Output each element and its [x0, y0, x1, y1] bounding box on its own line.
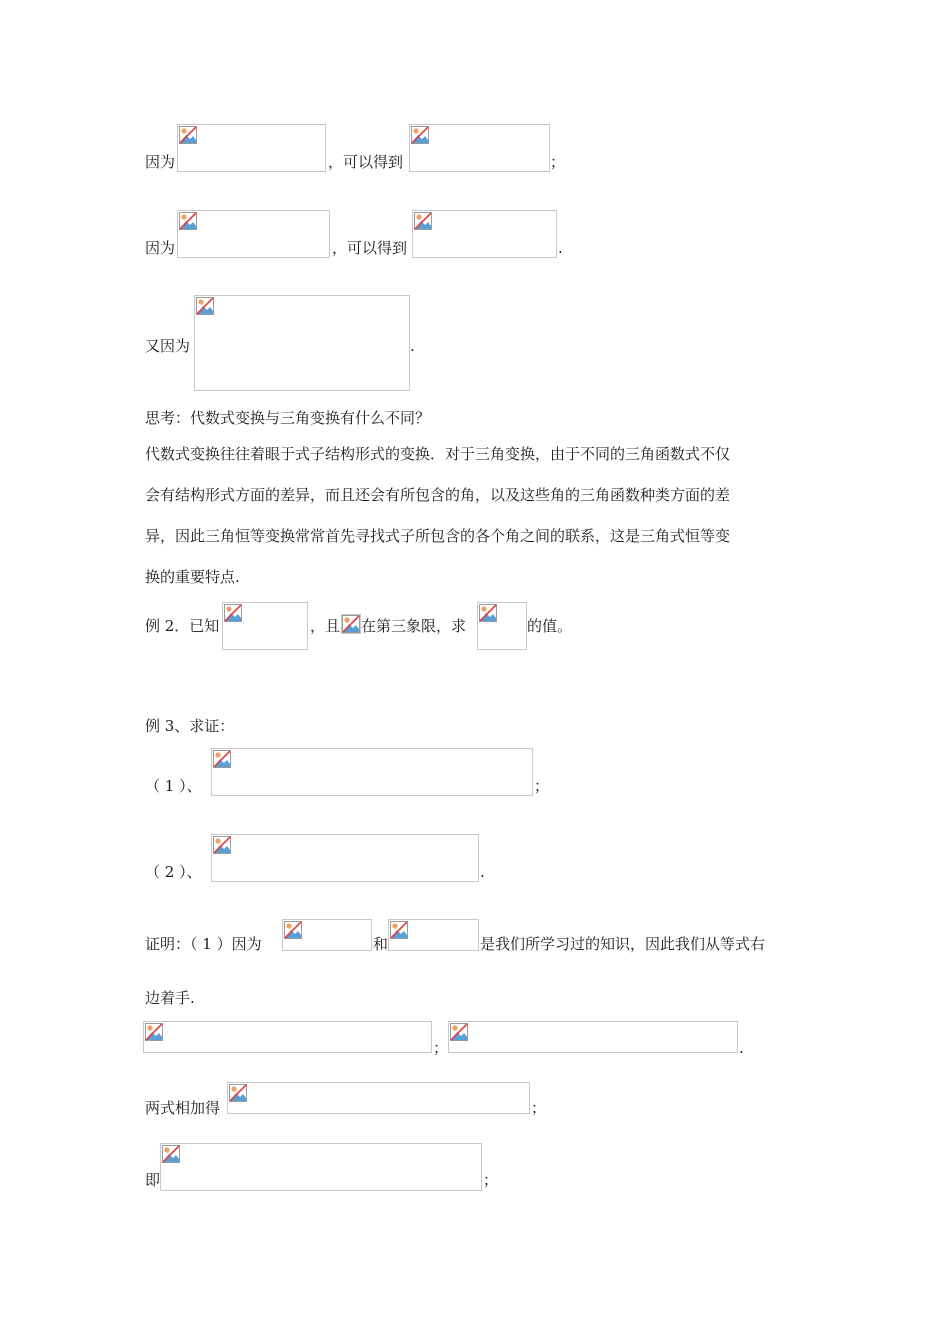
text-can-get: ，可以得到 — [328, 153, 404, 171]
broken-image-icon — [196, 297, 214, 315]
text-namely: 即 — [145, 1171, 161, 1189]
paragraph-line: 会有结构形式方面的差异，而且还会有所包含的角，以及这些角的三角函数种类方面的差 — [145, 486, 731, 504]
formula-image — [477, 602, 527, 650]
text-and: 和 — [373, 935, 389, 953]
broken-image-icon — [411, 126, 429, 144]
broken-image-icon — [342, 615, 360, 633]
text-semicolon: ； — [483, 1171, 499, 1189]
text-because: 因为 — [145, 153, 176, 171]
text-because: 因为 — [145, 239, 176, 257]
text-known: 是我们所学习过的知识，因此我们从等式右 — [480, 935, 766, 953]
formula-image — [194, 295, 410, 391]
broken-image-icon — [479, 604, 497, 622]
broken-image-icon — [390, 921, 408, 939]
formula-image — [388, 919, 479, 951]
text-semicolon: ； — [531, 1099, 547, 1117]
broken-image-icon — [284, 921, 302, 939]
text-period: . — [410, 337, 415, 355]
text-third-quadrant: 在第三象限，求 — [361, 617, 467, 635]
text-semicolon: ； — [433, 1039, 449, 1057]
formula-image — [177, 210, 330, 258]
paragraph-line: 换的重要特点. — [145, 568, 240, 586]
text-period: . — [558, 239, 563, 257]
paragraph-line: 代数式变换往往着眼于式子结构形式的变换．对于三角变换，由于不同的三角函数式不仅 — [145, 445, 731, 463]
formula-image — [282, 919, 372, 951]
text-can-get: ，可以得到 — [332, 239, 408, 257]
item-2-label: （ 2 ）、 — [145, 863, 202, 881]
formula-image — [211, 748, 533, 796]
text-semicolon: ； — [550, 153, 566, 171]
text-also-because: 又因为 — [145, 337, 191, 355]
broken-image-icon — [179, 126, 197, 144]
formula-image — [211, 834, 479, 882]
broken-image-icon — [179, 212, 197, 230]
text-start-right: 边着手. — [145, 989, 195, 1007]
think-answer — [145, 434, 810, 598]
formula-image — [412, 210, 557, 258]
broken-image-icon — [145, 1023, 163, 1041]
item-1-label: （ 1 ）、 — [145, 777, 202, 795]
paragraph-line: 异，因此三角恒等变换常常首先寻找式子所包含的各个角之间的联系，这是三角式恒等变 — [145, 527, 731, 545]
formula-image — [222, 602, 308, 650]
broken-image-icon — [229, 1084, 247, 1102]
broken-image-icon — [224, 604, 242, 622]
formula-image — [227, 1082, 530, 1114]
formula-image — [177, 124, 326, 172]
broken-image-icon — [162, 1145, 180, 1163]
formula-image — [160, 1143, 482, 1191]
think-question: 思考：代数式变换与三角变换有什么不同？ — [145, 409, 431, 427]
formula-image — [143, 1021, 432, 1053]
example-3-label: 例 3、求证： — [145, 717, 235, 735]
proof-label: 证明：（ 1 ）因为 — [145, 935, 262, 953]
text-sum: 两式相加得 — [145, 1099, 221, 1117]
formula-image-small — [341, 614, 361, 634]
formula-image — [409, 124, 550, 172]
broken-image-icon — [213, 836, 231, 854]
broken-image-icon — [414, 212, 432, 230]
text-period: . — [739, 1039, 744, 1057]
text-period: . — [480, 863, 485, 881]
text-semicolon: ； — [534, 777, 550, 795]
text-value: 的值。 — [527, 617, 573, 635]
broken-image-icon — [450, 1023, 468, 1041]
text-and: ，且 — [310, 617, 341, 635]
formula-image — [448, 1021, 738, 1053]
broken-image-icon — [213, 750, 231, 768]
example-2-label: 例 2．已知 — [145, 617, 220, 635]
